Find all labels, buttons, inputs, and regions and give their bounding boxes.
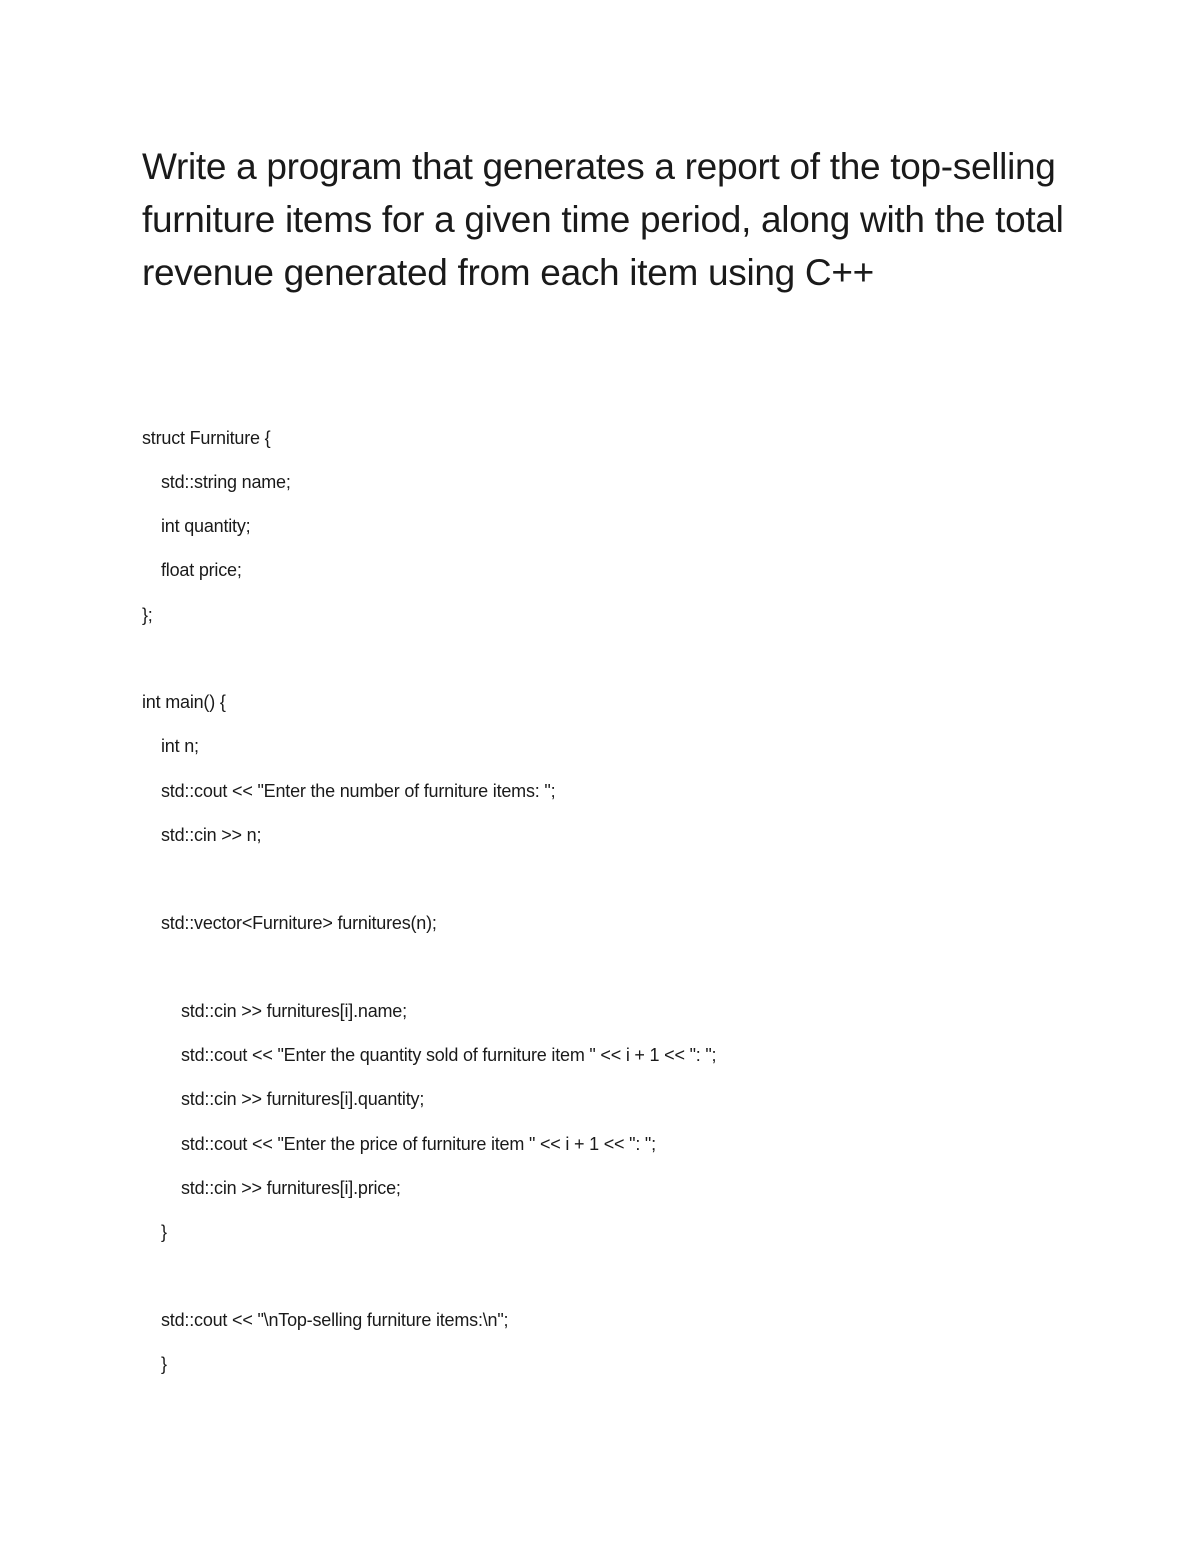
document-title: Write a program that generates a report of the top-selling furniture items for a given time period, along with the total revenue generated from each item using C++	[142, 146, 1064, 293]
code-line: std::vector<Furniture> furnitures(n);	[161, 913, 437, 933]
code-line: int n;	[161, 736, 199, 756]
code-line: std::cout << "Enter the quantity sold of furniture item " << i + 1 << ": ";	[181, 1045, 717, 1065]
code-line: }	[161, 1354, 167, 1374]
code-line: std::cout << "Enter the price of furniture item " << i + 1 << ": ";	[181, 1134, 656, 1154]
code-line: float price;	[161, 560, 242, 580]
code-line: }	[161, 1222, 167, 1242]
code-line: std::cin >> furnitures[i].price;	[181, 1178, 401, 1198]
code-line: std::string name;	[161, 472, 291, 492]
code-line: int quantity;	[161, 516, 251, 536]
code-line: std::cout << "Enter the number of furniture items: ";	[161, 781, 556, 801]
code-line: std::cin >> furnitures[i].quantity;	[181, 1089, 425, 1109]
code-line: std::cin >> furnitures[i].name;	[181, 1001, 407, 1021]
code-line: struct Furniture {	[142, 428, 271, 448]
code-line: std::cout << "\nTop-selling furniture items:\n";	[161, 1310, 509, 1330]
code-line: std::cin >> n;	[161, 825, 262, 845]
code-line: int main() {	[142, 692, 226, 712]
code-line: };	[142, 605, 153, 625]
